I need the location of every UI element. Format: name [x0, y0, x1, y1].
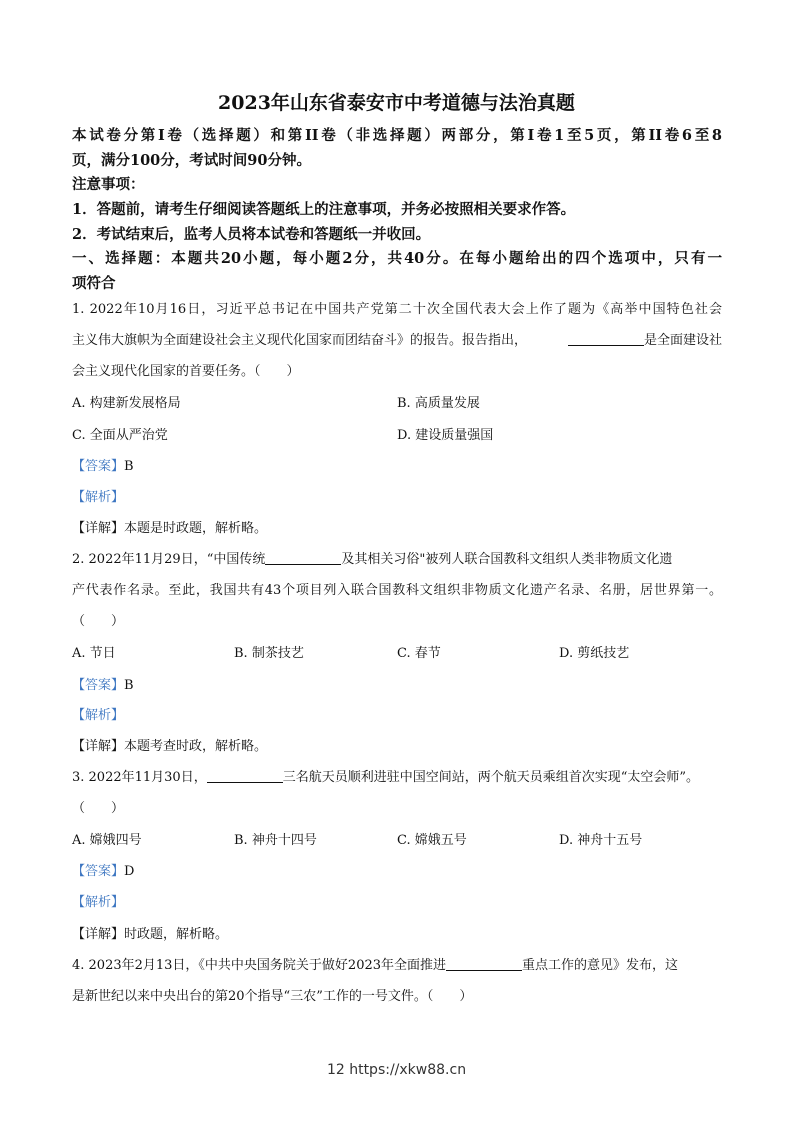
question-4-text: 是新世纪以来中央出台的第20个指导“三农”工作的一号文件。（ ） — [72, 989, 473, 1004]
option-d: D. 建设质量强国 — [397, 428, 494, 443]
question-3-text — [72, 768, 722, 788]
q-text: 主义伟大旗帜为全面建设社会主义现代化国家而团结奋斗》的报告。报告指出， — [72, 333, 528, 348]
q-text: 2. 2022年11月29日，“中国传统 — [72, 552, 266, 567]
question-2-text: （ ） — [72, 614, 125, 629]
q-text: 三名航天员顺利进驻中国空间站，两个航天员乘组首次实现“太空会师”。 — [282, 770, 700, 785]
option-a: A. 构建新发展格局 — [72, 396, 181, 411]
question-1-text: 1. 2022年10月16日，习近平总书记在中国共产党第二十次全国代表大会上作了题为《高举中国特色社会 — [72, 302, 722, 317]
answer-blank — [568, 331, 644, 346]
question-1-text — [72, 331, 722, 351]
answer-line — [72, 676, 722, 696]
option-a: A. 嫦娥四号 — [72, 833, 142, 848]
answer-value: B — [124, 459, 134, 474]
page-footer: 12 https://xkw88.cn — [326, 1062, 467, 1078]
option-c: C. 嫦娥五号 — [397, 833, 467, 848]
option-d: D. 剪纸技艺 — [559, 646, 630, 661]
option-c: C. 春节 — [397, 646, 441, 661]
detail-line — [72, 519, 722, 539]
question-3-text: （ ） — [72, 801, 125, 816]
answer-blank — [207, 768, 283, 783]
answer-label: 【答案】 — [72, 459, 125, 474]
answer-blank — [265, 550, 341, 565]
analysis-label: 【解析】 — [72, 490, 125, 505]
detail-label: 【详解】 — [72, 521, 125, 536]
detail-label: 【详解】 — [72, 927, 125, 942]
answer-label: 【答案】 — [72, 864, 125, 879]
q-text: 及其相关习俗"被列人联合国教科文组织人类非物质文化遗 — [341, 552, 673, 567]
option-c: C. 全面从严治党 — [72, 428, 168, 443]
option-a: A. 节日 — [72, 646, 116, 661]
answer-label: 【答案】 — [72, 678, 125, 693]
question-2-text: 产代表作名录。至此，我国共有43个项目列入联合国教科文组织非物质文化遗产名录、名册，居世界第一。 — [72, 583, 722, 598]
detail-text: 时政题，解析略。 — [124, 927, 229, 942]
notice-item: 1．答题前，请考生仔细阅读答题纸上的注意事项，并务必按照相关要求作答。 — [72, 201, 576, 218]
section-heading: 项符合 — [72, 275, 116, 292]
q-text: 3. 2022年11月30日， — [72, 770, 207, 785]
q-text: 4. 2023年2月13日，《中共中央国务院关于做好2023年全面推进 — [72, 958, 447, 973]
detail-text: 本题考查时政，解析略。 — [124, 739, 268, 754]
intro-line: 页，满分100分，考试时间90分钟。 — [72, 152, 311, 169]
detail-line — [72, 925, 722, 945]
q-text: 是全面建设社 — [643, 333, 722, 348]
answer-line — [72, 862, 722, 882]
detail-text: 本题是时政题，解析略。 — [124, 521, 268, 536]
detail-label: 【详解】 — [72, 739, 125, 754]
answer-value: D — [124, 864, 135, 879]
option-b: B. 神舟十四号 — [234, 833, 317, 848]
analysis-label: 【解析】 — [72, 895, 125, 910]
section-heading: 一、选择题：本题共20小题，每小题2分，共40分。在每小题给出的四个选项中，只有一 — [72, 250, 722, 267]
answer-value: B — [124, 678, 134, 693]
intro-line: 本试卷分第Ⅰ卷（选择题）和第II卷（非选择题）两部分，第I卷1至5页，第II卷6至8 — [72, 127, 722, 144]
page-title: 2023年山东省泰安市中考道德与法治真题 — [218, 92, 575, 114]
question-1-text: 会主义现代化国家的首要任务。（ ） — [72, 364, 300, 379]
option-b: B. 高质量发展 — [397, 396, 480, 411]
option-b: B. 制茶技艺 — [234, 646, 304, 661]
answer-line — [72, 457, 722, 477]
answer-blank — [446, 956, 522, 971]
notice-heading: 注意事项： — [72, 176, 145, 193]
question-4-text — [72, 956, 722, 976]
q-text: 重点工作的意见》发布，这 — [522, 958, 679, 973]
option-d: D. 神舟十五号 — [559, 833, 643, 848]
question-2-text — [72, 550, 722, 570]
notice-item: 2．考试结束后，监考人员将本试卷和答题纸一并收回。 — [72, 226, 431, 243]
detail-line — [72, 737, 722, 757]
analysis-label: 【解析】 — [72, 708, 125, 723]
